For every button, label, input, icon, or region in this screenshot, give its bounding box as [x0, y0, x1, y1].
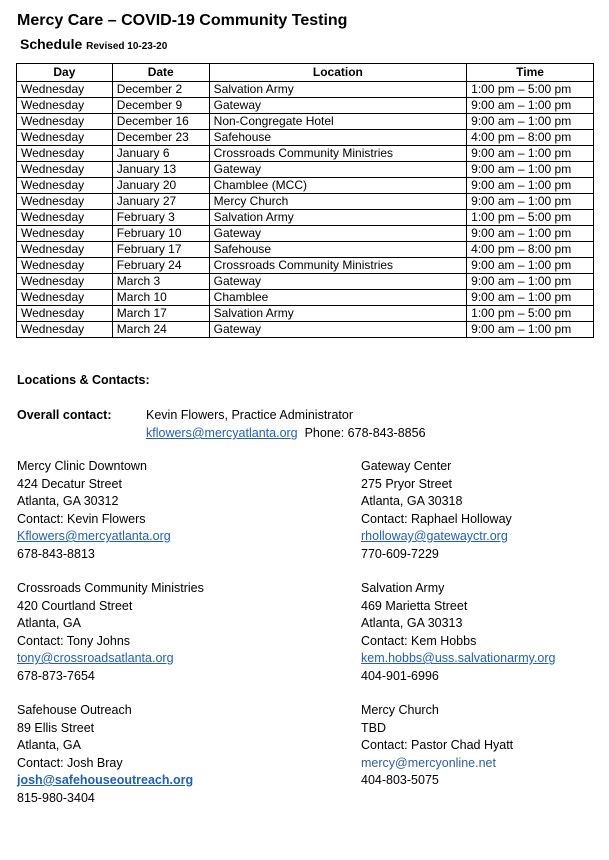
column-header-location: Location [209, 64, 466, 82]
table-row [17, 98, 594, 114]
cell-day: Wednesday [17, 210, 113, 226]
contact-person: Contact: Josh Bray [17, 755, 123, 770]
cell-time: 9:00 am – 1:00 pm [467, 258, 594, 274]
contact-org-name: Mercy Church [361, 703, 439, 717]
contact-email-link[interactable]: Kflowers@mercyatlanta.org [17, 529, 171, 543]
table-row [17, 146, 594, 162]
contact-org-name: Salvation Army [361, 581, 445, 595]
cell-time: 1:00 pm – 5:00 pm [467, 306, 594, 322]
contact-phone: 404-901-6996 [361, 668, 439, 683]
cell-location: Gateway [209, 226, 466, 242]
cell-time: 9:00 am – 1:00 pm [467, 146, 594, 162]
cell-date: December 23 [112, 130, 209, 146]
cell-day: Wednesday [17, 146, 113, 162]
cell-time: 9:00 am – 1:00 pm [467, 290, 594, 306]
cell-date: January 27 [112, 194, 209, 210]
cell-time: 9:00 am – 1:00 pm [467, 98, 594, 114]
cell-time: 9:00 am – 1:00 pm [467, 226, 594, 242]
contact-street: 469 Marietta Street [361, 598, 468, 613]
cell-location: Salvation Army [209, 82, 466, 98]
table-row [17, 114, 594, 130]
cell-day: Wednesday [17, 226, 113, 242]
contact-card-salvation-army [361, 580, 555, 685]
contact-card-crossroads [17, 580, 204, 685]
table-row [17, 274, 594, 290]
table-row [17, 226, 594, 242]
contact-email-link[interactable]: josh@safehouseoutreach.org [17, 773, 194, 787]
cell-date: February 17 [112, 242, 209, 258]
contact-street: 275 Pryor Street [361, 476, 453, 491]
contact-email-link[interactable]: rholloway@gatewayctr.org [361, 529, 508, 543]
cell-day: Wednesday [17, 242, 113, 258]
overall-contact-name: Kevin Flowers, Practice Administrator [146, 408, 354, 422]
cell-location: Mercy Church [209, 194, 466, 210]
cell-day: Wednesday [17, 290, 113, 306]
contact-card-gateway [361, 458, 512, 563]
cell-location: Non-Congregate Hotel [209, 114, 466, 130]
column-header-day: Day [17, 64, 113, 82]
cell-time: 9:00 am – 1:00 pm [467, 322, 594, 338]
cell-date: March 3 [112, 274, 209, 290]
contact-org-name: Gateway Center [361, 459, 452, 473]
cell-time: 9:00 am – 1:00 pm [467, 274, 594, 290]
cell-day: Wednesday [17, 114, 113, 130]
cell-date: January 13 [112, 162, 209, 178]
contact-email-link[interactable]: mercy@mercyonline.net [361, 755, 496, 770]
cell-date: March 10 [112, 290, 209, 306]
contact-card-mercy-clinic [17, 458, 171, 563]
contact-city: Atlanta, GA 30313 [361, 616, 463, 630]
contact-card-safehouse [17, 702, 193, 807]
cell-time: 1:00 pm – 5:00 pm [467, 210, 594, 226]
cell-date: February 10 [112, 226, 209, 242]
contact-phone: 678-873-7654 [17, 668, 95, 683]
contact-street: TBD [361, 720, 386, 735]
cell-date: March 17 [112, 306, 209, 322]
column-header-date: Date [112, 64, 209, 82]
contact-city: Atlanta, GA [17, 738, 81, 752]
table-row [17, 258, 594, 274]
cell-location: Gateway [209, 162, 466, 178]
cell-date: February 3 [112, 210, 209, 226]
overall-contact-label: Overall contact: [17, 408, 112, 422]
table-row [17, 130, 594, 146]
contact-card-mercy-church [361, 702, 513, 790]
contact-org-name: Mercy Clinic Downtown [17, 459, 147, 473]
cell-time: 4:00 pm – 8:00 pm [467, 130, 594, 146]
cell-date: March 24 [112, 322, 209, 338]
cell-day: Wednesday [17, 258, 113, 274]
cell-time: 9:00 am – 1:00 pm [467, 114, 594, 130]
contact-org-name: Safehouse Outreach [17, 703, 132, 717]
contact-street: 89 Ellis Street [17, 720, 95, 735]
table-row [17, 210, 594, 226]
overall-contact-phone: Phone: 678-843-8856 [304, 426, 426, 440]
cell-date: December 9 [112, 98, 209, 114]
contact-email-link[interactable]: tony@crossroadsatlanta.org [17, 651, 174, 665]
table-row [17, 322, 594, 338]
contact-phone: 678-843-8813 [17, 546, 95, 561]
cell-location: Safehouse [209, 242, 466, 258]
contact-person: Contact: Tony Johns [17, 633, 131, 648]
cell-time: 4:00 pm – 8:00 pm [467, 242, 594, 258]
cell-location: Crossroads Community Ministries [209, 146, 466, 162]
cell-day: Wednesday [17, 130, 113, 146]
contact-street: 420 Courtland Street [17, 598, 133, 613]
contact-org-name: Crossroads Community Ministries [17, 581, 204, 595]
cell-day: Wednesday [17, 274, 113, 290]
contact-person: Contact: Kevin Flowers [17, 511, 146, 526]
table-row [17, 178, 594, 194]
locations-heading: Locations & Contacts: [17, 373, 150, 387]
contact-street: 424 Decatur Street [17, 476, 122, 491]
cell-day: Wednesday [17, 306, 113, 322]
document-subtitle [20, 36, 167, 52]
contact-city: Atlanta, GA [17, 616, 81, 630]
cell-date: January 20 [112, 178, 209, 194]
table-header-row [17, 64, 594, 82]
contact-email-link[interactable]: kem.hobbs@uss.salvationarmy.org [361, 651, 556, 665]
contact-person: Contact: Pastor Chad Hyatt [361, 738, 514, 752]
contact-phone: 770-609-7229 [361, 546, 439, 561]
subtitle-text: Schedule [20, 36, 83, 52]
cell-time: 1:00 pm – 5:00 pm [467, 82, 594, 98]
cell-date: January 6 [112, 146, 209, 162]
table-row [17, 194, 594, 210]
cell-time: 9:00 am – 1:00 pm [467, 178, 594, 194]
column-header-time: Time [467, 64, 594, 82]
testing-schedule-table [16, 63, 594, 338]
cell-day: Wednesday [17, 322, 113, 338]
table-row [17, 162, 594, 178]
cell-time: 9:00 am – 1:00 pm [467, 162, 594, 178]
cell-location: Gateway [209, 98, 466, 114]
revised-date: Revised 10-23-20 [86, 41, 168, 52]
cell-day: Wednesday [17, 194, 113, 210]
contact-person: Contact: Kem Hobbs [361, 633, 477, 648]
contact-city: Atlanta, GA 30318 [361, 494, 463, 508]
cell-location: Salvation Army [209, 306, 466, 322]
cell-location: Crossroads Community Ministries [209, 258, 466, 274]
cell-location: Salvation Army [209, 210, 466, 226]
cell-location: Chamblee (MCC) [209, 178, 466, 194]
contact-city: Atlanta, GA 30312 [17, 494, 119, 508]
contact-phone: 404-803-5075 [361, 773, 439, 787]
contact-phone: 815-980-3404 [17, 790, 95, 805]
cell-day: Wednesday [17, 98, 113, 114]
cell-location: Safehouse [209, 130, 466, 146]
overall-contact-email-link[interactable]: kflowers@mercyatlanta.org [146, 426, 298, 440]
cell-day: Wednesday [17, 162, 113, 178]
cell-date: February 24 [112, 258, 209, 274]
cell-location: Gateway [209, 274, 466, 290]
table-row [17, 306, 594, 322]
table-row [17, 242, 594, 258]
overall-contact-details [146, 426, 426, 440]
cell-date: December 2 [112, 82, 209, 98]
table-row [17, 290, 594, 306]
table-body [17, 82, 594, 338]
cell-location: Chamblee [209, 290, 466, 306]
cell-location: Gateway [209, 322, 466, 338]
cell-day: Wednesday [17, 178, 113, 194]
table-row [17, 82, 594, 98]
cell-date: December 16 [112, 114, 209, 130]
document-title: Mercy Care – COVID-19 Community Testing [17, 12, 348, 29]
cell-day: Wednesday [17, 82, 113, 98]
cell-time: 9:00 am – 1:00 pm [467, 194, 594, 210]
contact-person: Contact: Raphael Holloway [361, 511, 512, 526]
